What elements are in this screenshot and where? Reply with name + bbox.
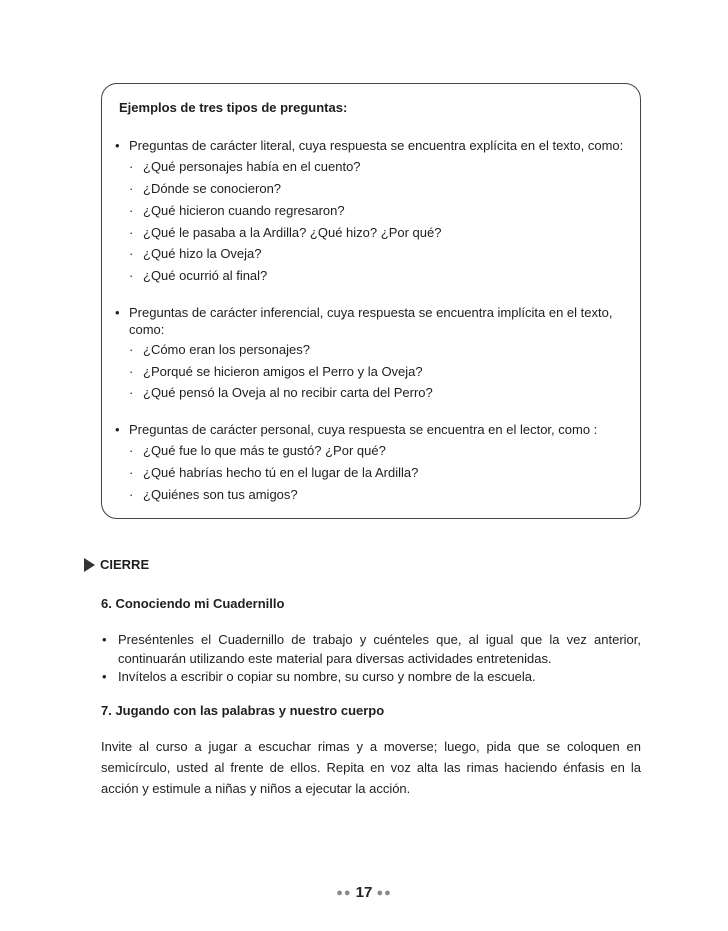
bullet: • [115,305,120,320]
list-item: · ¿Quiénes son tus amigos? [129,487,298,502]
heading-7: 7. Jugando con las palabras y nuestro cuerpo [101,703,385,718]
list-item: Invítelos a escribir o copiar su nombre, su curso y nombre de la escuela. [118,669,536,684]
dots-icon: ●● [336,887,352,900]
box-title: Ejemplos de tres tipos de preguntas: [119,100,348,115]
heading-6: 6. Conociendo mi Cuadernillo [101,596,285,611]
bullet: • [115,422,120,437]
section-header [84,557,149,572]
list-item: · ¿Qué hizo la Oveja? [129,246,262,261]
list-item: · ¿Qué fue lo que más te gustó? ¿Por qué? [129,443,386,458]
group-inferential-intro-1: Preguntas de carácter inferencial, cuya respuesta se encuentra implícita en el texto, [129,305,613,320]
list-item: · ¿Qué personajes había en el cuento? [129,159,361,174]
list-item: · ¿Cómo eran los personajes? [129,342,310,357]
list-item: · ¿Porqué se hicieron amigos el Perro y la Oveja? [129,364,423,379]
bullet: • [102,632,107,647]
bullet: • [115,138,120,153]
list-item: · ¿Dónde se conocieron? [129,181,282,196]
bullet: • [102,669,107,684]
page-number: 17 [355,884,373,901]
list-item: · ¿Qué habrías hecho tú en el lugar de la Ardilla? [129,465,419,480]
section-title: CIERRE [100,557,150,572]
group-inferential-intro-2: como: [129,322,165,337]
list-item: · ¿Qué pensó la Oveja al no recibir carta del Perro? [129,385,433,400]
paragraph: Invite al curso a jugar a escuchar rimas y a moverse; luego, pida que se coloquen en semicírculo, usted al frente de ellos. Repita en voz alta las rimas haciendo énfasis en la acción y estimule a niñas y niños a ejecutar la acción. [101,739,641,796]
page-number-footer [0,884,728,901]
list-item: · ¿Qué ocurrió al final? [129,268,268,283]
triangle-icon [84,558,95,572]
list-item: Preséntenles el Cuadernillo de trabajo y cuénteles que, al igual que la vez anterior, continuarán utilizando este material para diversas actividades entretenidas. [118,632,641,666]
dots-icon: ●● [376,887,392,900]
list-item: · ¿Qué le pasaba a la Ardilla? ¿Qué hizo? ¿Por qué? [129,225,442,240]
list-item: · ¿Qué hicieron cuando regresaron? [129,203,345,218]
group-personal-intro: Preguntas de carácter personal, cuya respuesta se encuentra en el lector, como : [129,422,598,437]
group-literal-intro: Preguntas de carácter literal, cuya respuesta se encuentra explícita en el texto, como: [129,138,624,153]
